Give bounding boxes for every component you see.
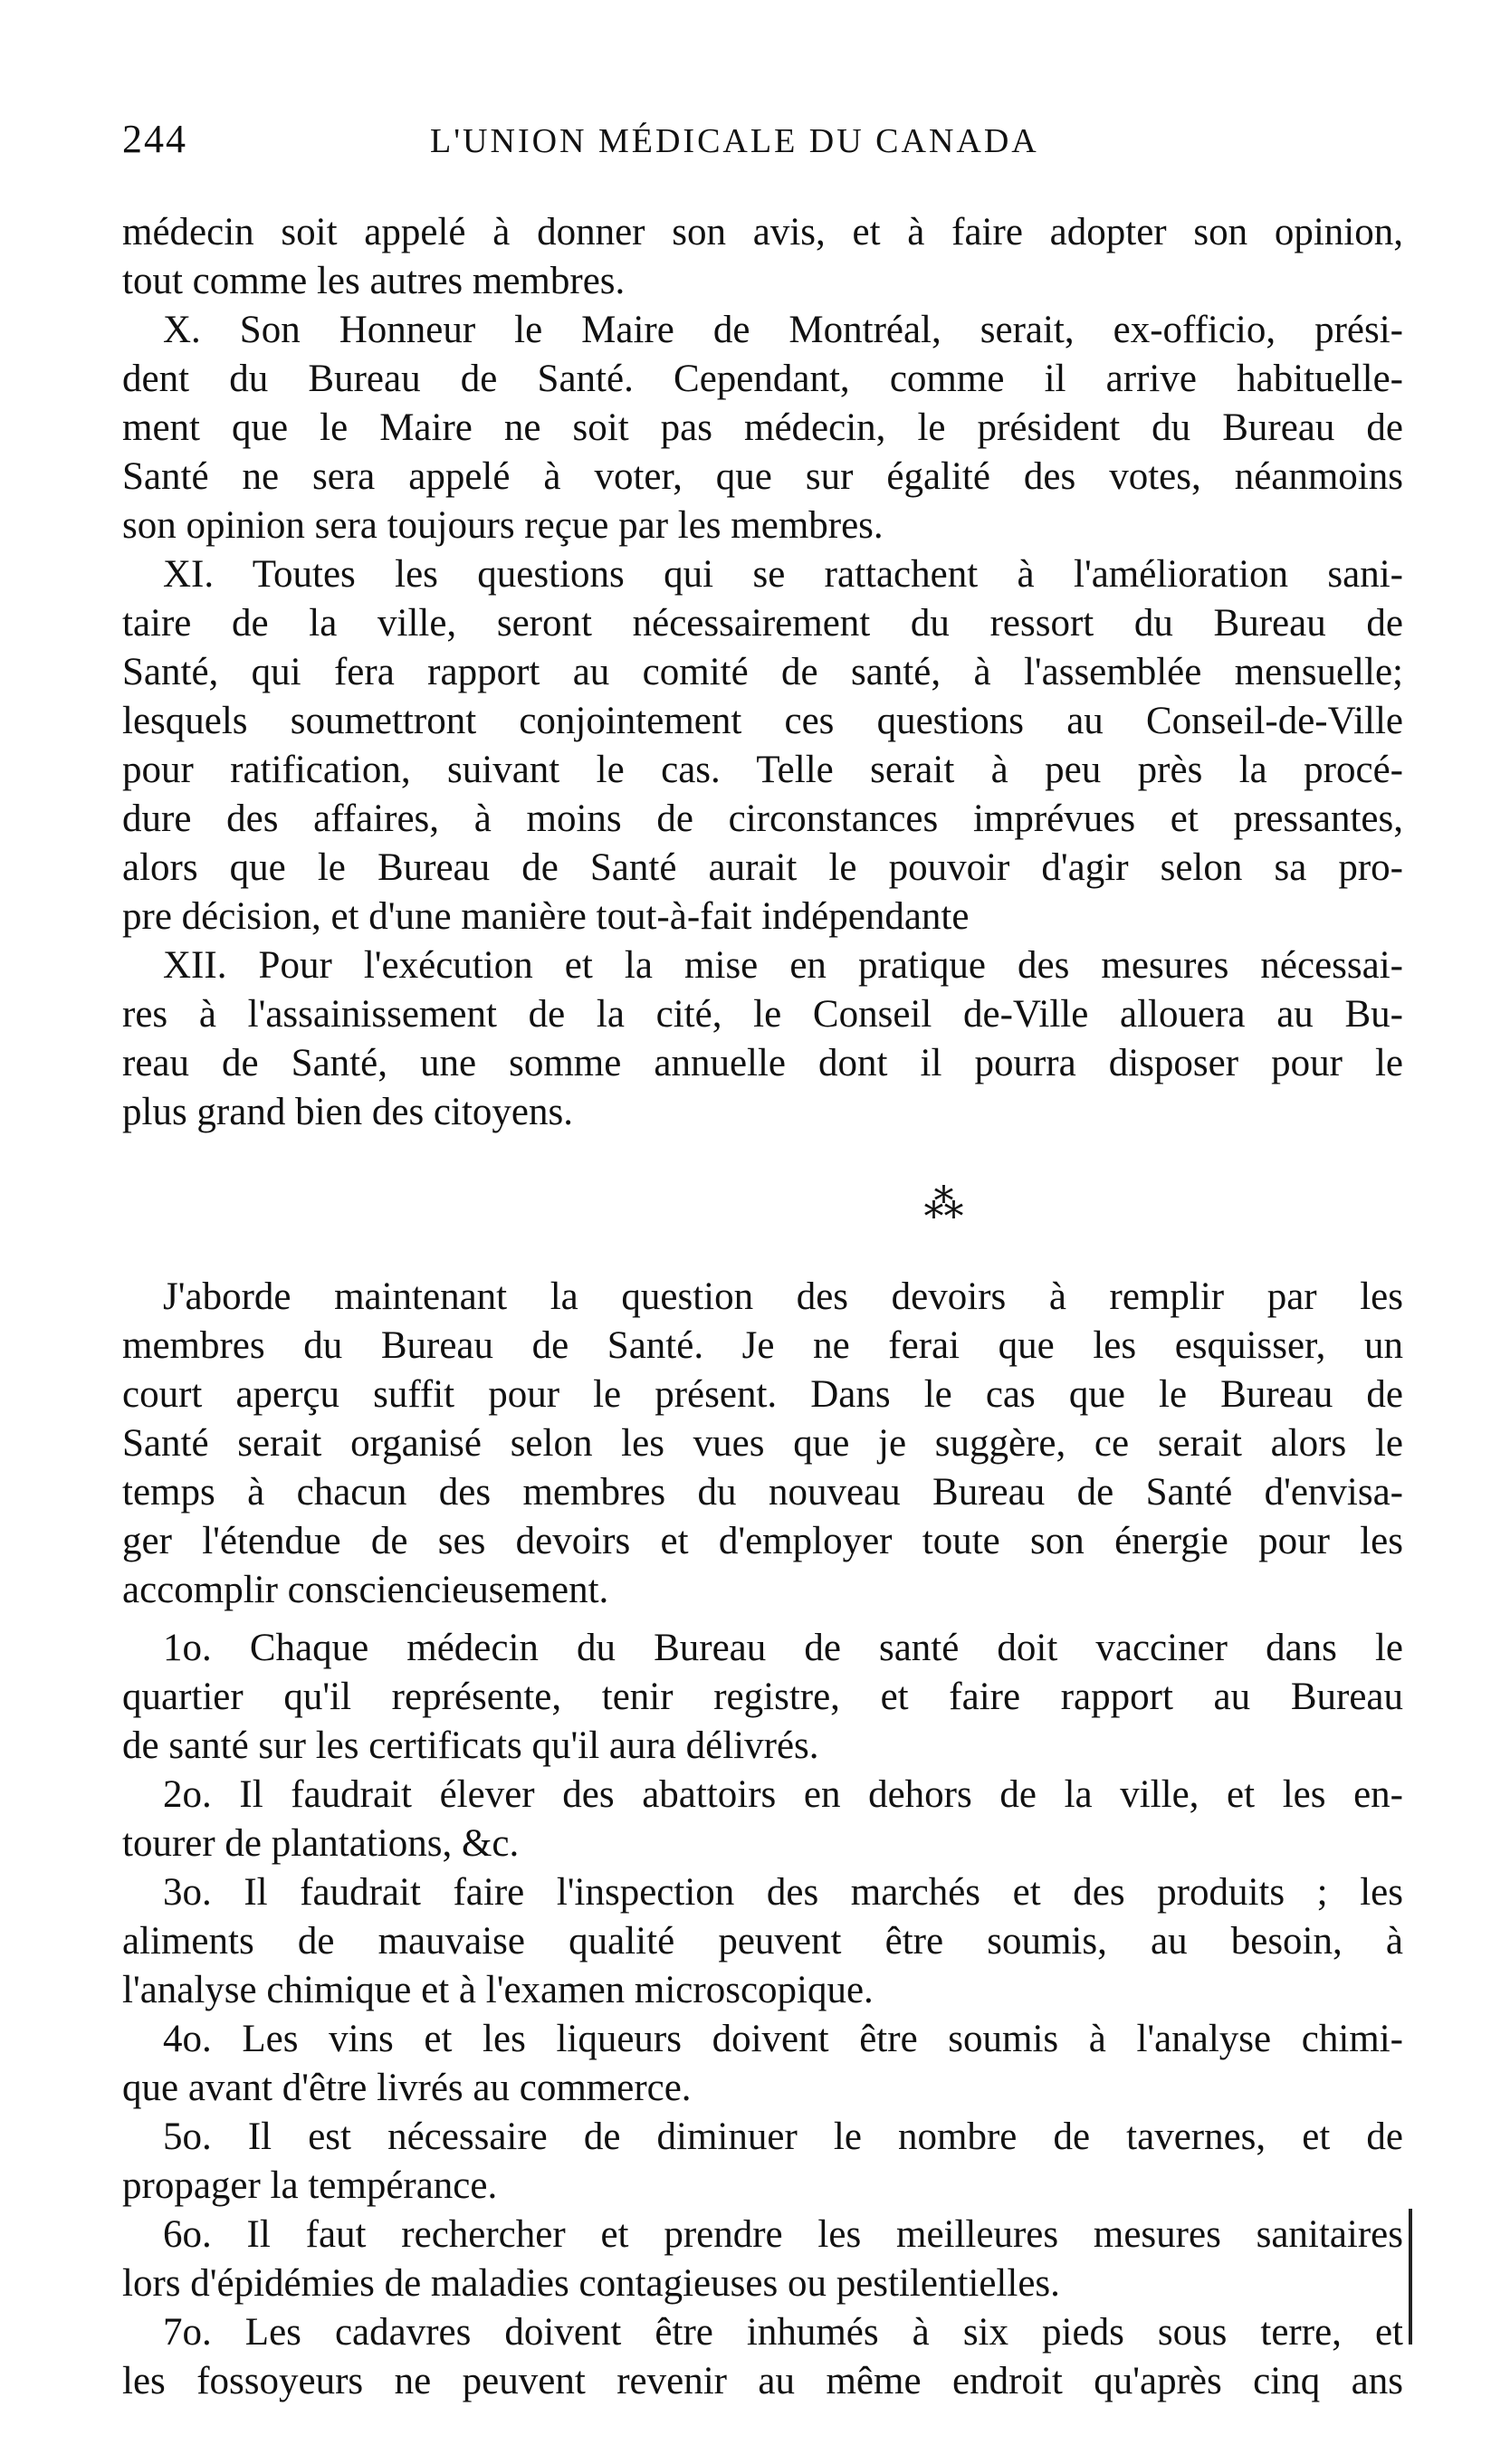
text-line: temps à chacun des membres du nouveau Bureau de Santé d'envisa- xyxy=(122,1471,1403,1514)
item-line: propager la tempérance. xyxy=(122,2164,498,2207)
item-line: 6o. Il faut rechercher et prendre les meilleures mesures sanitaires xyxy=(163,2213,1403,2256)
item-line: les fossoyeurs ne peuvent revenir au même endroit qu'après cinq ans xyxy=(122,2360,1403,2402)
list-item xyxy=(122,1624,1403,1771)
text-line: Santé serait organisé selon les vues que je suggère, ce serait alors le xyxy=(122,1422,1403,1465)
text-line: accomplir consciencieusement. xyxy=(122,1569,609,1611)
article-xi-line: XI. Toutes les questions qui se rattachent à l'amélioration sani- xyxy=(163,553,1403,596)
list-item xyxy=(122,2015,1403,2113)
text-line: reau de Santé, une somme annuelle dont il pourra disposer pour le xyxy=(122,1042,1403,1084)
text-line: Santé, qui fera rapport au comité de santé, à l'assemblée mensuelle; xyxy=(122,651,1403,693)
list-item xyxy=(122,2211,1403,2308)
item-line: 2o. Il faudrait élever des abattoirs en dehors de la ville, et les en- xyxy=(163,1773,1403,1816)
text-line: Santé ne sera appelé à voter, que sur égalité des votes, néanmoins xyxy=(122,455,1403,498)
text-line: médecin soit appelé à donner son avis, et à faire adopter son opinion, xyxy=(122,211,1403,253)
text-line: membres du Bureau de Santé. Je ne ferai que les esquisser, un xyxy=(122,1324,1403,1367)
body-text xyxy=(122,208,1403,2406)
text-line: taire de la ville, seront nécessairement du ressort du Bureau de xyxy=(122,602,1403,645)
item-line: de santé sur les certificats qu'il aura délivrés. xyxy=(122,1724,819,1767)
text-line: J'aborde maintenant la question des devoirs à remplir par les xyxy=(163,1275,1403,1318)
text-line: lesquels soumettront conjointement ces questions au Conseil-de-Ville xyxy=(122,700,1403,742)
item-line: 1o. Chaque médecin du Bureau de santé doit vacciner dans le xyxy=(163,1627,1403,1669)
list-item xyxy=(122,2113,1403,2211)
text-line: pre décision, et d'une manière tout-à-fait indépendante xyxy=(122,895,970,938)
text-line: dure des affaires, à moins de circonstances imprévues et pressantes, xyxy=(122,797,1403,840)
text-line: ger l'étendue de ses devoirs et d'employer toute son énergie pour les xyxy=(122,1520,1403,1562)
text-line: plus grand bien des citoyens. xyxy=(122,1091,573,1133)
page-number: 244 xyxy=(122,117,187,161)
item-line: 5o. Il est nécessaire de diminuer le nombre de tavernes, et de xyxy=(163,2115,1403,2158)
margin-rule xyxy=(1409,2209,1412,2345)
asterism-divider: ⁂ xyxy=(923,1182,964,1227)
item-line: 3o. Il faudrait faire l'inspection des marchés et des produits ; les xyxy=(163,1871,1403,1914)
list-item xyxy=(122,1868,1403,2015)
text-line: pour ratification, suivant le cas. Telle serait à peu près la procé- xyxy=(122,749,1403,791)
item-line: l'analyse chimique et à l'examen microscopique. xyxy=(122,1969,874,2011)
list-item xyxy=(122,2308,1403,2406)
article-x-line: X. Son Honneur le Maire de Montréal, serait, ex-officio, prési- xyxy=(163,309,1403,351)
text-line: alors que le Bureau de Santé aurait le pouvoir d'agir selon sa pro- xyxy=(122,846,1403,889)
text-line: dent du Bureau de Santé. Cependant, comme il arrive habituelle- xyxy=(122,358,1403,400)
page-header xyxy=(122,116,1408,170)
item-line: 7o. Les cadavres doivent être inhumés à six pieds sous terre, et xyxy=(163,2311,1403,2354)
list-item xyxy=(122,1771,1403,1868)
text-line: res à l'assainissement de la cité, le Conseil de-Ville allouera au Bu- xyxy=(122,993,1403,1036)
text-line: court aperçu suffit pour le présent. Dans le cas que le Bureau de xyxy=(122,1373,1403,1416)
running-title: L'UNION MÉDICALE DU CANADA xyxy=(430,122,1039,160)
item-line: quartier qu'il représente, tenir registre, et faire rapport au Bureau xyxy=(122,1676,1403,1718)
item-line: aliments de mauvaise qualité peuvent être soumis, au besoin, à xyxy=(122,1920,1403,1963)
item-line: lors d'épidémies de maladies contagieuses ou pestilentielles. xyxy=(122,2262,1060,2305)
article-xii-line: XII. Pour l'exécution et la mise en pratique des mesures nécessai- xyxy=(163,944,1403,987)
text-line: son opinion sera toujours reçue par les membres. xyxy=(122,504,884,547)
item-line: que avant d'être livrés au commerce. xyxy=(122,2067,692,2109)
item-line: tourer de plantations, &c. xyxy=(122,1822,520,1865)
text-line: tout comme les autres membres. xyxy=(122,260,626,302)
text-line: ment que le Maire ne soit pas médecin, le président du Bureau de xyxy=(122,406,1403,449)
item-line: 4o. Les vins et les liqueurs doivent être soumis à l'analyse chimi- xyxy=(163,2018,1403,2060)
